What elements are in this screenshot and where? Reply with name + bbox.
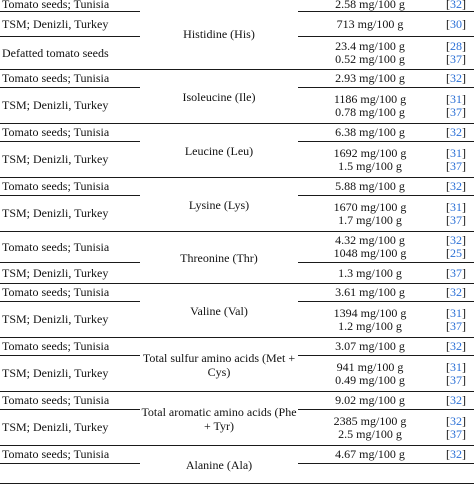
reference-line: [32] — [446, 0, 474, 11]
source-cell: Tomato seeds; Tunisia — [0, 0, 140, 12]
reference-cell — [442, 142, 474, 178]
value-cell — [298, 124, 442, 142]
reference-line: [37] — [446, 318, 466, 333]
value-cell — [298, 392, 442, 410]
value-line: 2385 mg/100 g — [333, 413, 407, 428]
value-cell — [298, 263, 442, 284]
reference-link[interactable]: 32 — [450, 393, 462, 407]
reference-link[interactable]: 32 — [450, 285, 462, 299]
reference-link[interactable]: 32 — [450, 0, 462, 11]
value-line: 1394 mg/100 g — [333, 305, 407, 320]
reference-link[interactable]: 37 — [450, 372, 462, 387]
reference-line: [32] — [446, 413, 466, 428]
value-line: 713 mg/100 g — [336, 16, 404, 31]
reference-link[interactable]: 31 — [450, 359, 462, 374]
table-row — [0, 178, 474, 196]
value-line: 1670 mg/100 g — [333, 199, 407, 214]
value-cell — [298, 356, 442, 392]
table-row — [0, 392, 474, 410]
table-row — [0, 0, 474, 12]
reference-link[interactable]: 31 — [450, 199, 462, 214]
source-cell: Tomato seeds; Tunisia — [0, 392, 140, 410]
value-line: 1186 mg/100 g — [333, 91, 407, 106]
value-line: 3.61 mg/100 g — [335, 285, 405, 299]
reference-line: [31] — [446, 199, 466, 214]
source-cell: TSM; Denizli, Turkey — [0, 410, 140, 446]
value-line: 1.7 mg/100 g — [338, 212, 402, 227]
reference-line: [37] — [446, 104, 466, 119]
value-line: 0.49 mg/100 g — [335, 372, 405, 387]
reference-line: [32] — [446, 125, 466, 139]
source-cell: TSM; Denizli, Turkey — [0, 88, 140, 124]
reference-link[interactable]: 32 — [450, 125, 462, 139]
reference-line: [32] — [446, 285, 466, 299]
reference-link[interactable]: 37 — [450, 265, 462, 280]
reference-line: [30] — [446, 16, 466, 31]
amino-acid-cell: Alanine (Ala) — [140, 446, 298, 484]
value-line: 2.5 mg/100 g — [338, 426, 402, 441]
source-cell: TSM; Denizli, Turkey — [0, 142, 140, 178]
reference-cell — [442, 284, 474, 302]
amino-acid-cell: Lysine (Lys) — [140, 178, 298, 232]
reference-line: [31] — [446, 145, 466, 160]
source-cell: TSM; Denizli, Turkey — [0, 302, 140, 338]
value-line: 941 mg/100 g — [336, 359, 404, 374]
reference-line: [37] — [446, 426, 466, 441]
reference-cell — [442, 178, 474, 196]
reference-cell — [442, 338, 474, 356]
value-cell — [298, 37, 442, 70]
value-line: 2.93 mg/100 g — [335, 71, 405, 85]
reference-line: [32] — [446, 71, 466, 85]
value-cell — [298, 284, 442, 302]
reference-link[interactable]: 31 — [450, 305, 462, 320]
amino-acid-cell: Leucine (Leu) — [140, 124, 298, 178]
reference-link[interactable]: 32 — [450, 179, 462, 193]
reference-link[interactable]: 31 — [450, 91, 462, 106]
value-cell — [298, 12, 442, 37]
value-cell — [298, 338, 442, 356]
reference-line: [31] — [446, 91, 466, 106]
reference-line: [37] — [446, 372, 466, 387]
reference-link[interactable]: 32 — [450, 413, 462, 428]
reference-line: [31] — [446, 305, 466, 320]
source-cell: Tomato seeds; Tunisia — [0, 178, 140, 196]
reference-cell — [442, 302, 474, 338]
reference-line: [32] — [446, 339, 466, 353]
value-cell — [298, 142, 442, 178]
value-line: 1.2 mg/100 g — [338, 318, 402, 333]
reference-line: [37] — [446, 265, 466, 280]
amino-acid-cell: Isoleucine (Ile) — [140, 70, 298, 124]
reference-line: [32] — [446, 393, 466, 407]
value-cell — [298, 70, 442, 88]
reference-line: [31] — [446, 359, 466, 374]
reference-link[interactable]: 32 — [450, 233, 462, 247]
amino-acid-cell: Total aromatic amino acids (Phe + Tyr) — [140, 392, 298, 446]
reference-cell — [442, 12, 474, 37]
source-cell: Tomato seeds; Tunisia — [0, 232, 140, 263]
reference-link[interactable]: 25 — [450, 246, 462, 260]
value-cell — [298, 0, 442, 12]
reference-link[interactable]: 31 — [450, 145, 462, 160]
value-line: 1048 mg/100 g — [333, 246, 407, 260]
reference-cell — [442, 232, 474, 263]
reference-cell — [442, 263, 474, 284]
value-cell — [298, 88, 442, 124]
table-row — [0, 124, 474, 142]
source-cell: TSM; Denizli, Turkey — [0, 12, 140, 37]
value-line: 4.32 mg/100 g — [335, 233, 405, 247]
reference-line: [25] — [446, 246, 466, 260]
reference-cell — [442, 37, 474, 70]
source-cell: TSM; Denizli, Turkey — [0, 356, 140, 392]
reference-cell — [442, 0, 474, 12]
reference-link[interactable]: 37 — [450, 426, 462, 441]
value-line: 0.78 mg/100 g — [335, 104, 405, 119]
reference-line: [37] — [446, 52, 466, 66]
value-cell — [298, 232, 442, 263]
reference-link[interactable]: 28 — [450, 39, 462, 53]
amino-acid-cell: Histidine (His) — [140, 0, 298, 70]
value-line: 6.38 mg/100 g — [335, 125, 405, 139]
reference-link[interactable]: 32 — [450, 71, 462, 85]
value-cell — [298, 302, 442, 338]
reference-link[interactable]: 37 — [450, 104, 462, 119]
reference-cell — [442, 88, 474, 124]
source-cell: TSM; Denizli, Turkey — [0, 263, 140, 284]
value-line: 0.52 mg/100 g — [335, 52, 405, 66]
value-line: 23.4 mg/100 g — [335, 39, 405, 53]
value-line: 2.58 mg/100 g — [335, 0, 405, 11]
reference-cell — [442, 124, 474, 142]
value-line: 3.07 mg/100 g — [335, 339, 405, 353]
value-line: 1692 mg/100 g — [333, 145, 407, 160]
value-cell — [298, 196, 442, 232]
reference-link[interactable]: 37 — [450, 318, 462, 333]
amino-acid-cell: Total sulfur amino acids (Met + Cys) — [140, 338, 298, 392]
reference-cell — [442, 356, 474, 392]
source-cell: Tomato seeds; Tunisia — [0, 446, 140, 464]
reference-cell — [442, 70, 474, 88]
value-line: 5.88 mg/100 g — [335, 179, 405, 193]
reference-link[interactable]: 37 — [450, 52, 462, 66]
value-line: 4.67 mg/100 g — [335, 447, 405, 461]
reference-link[interactable]: 37 — [450, 158, 462, 173]
reference-cell — [442, 410, 474, 446]
source-cell: Tomato seeds; Tunisia — [0, 70, 140, 88]
reference-line: [37] — [446, 212, 466, 227]
reference-line: [28] — [446, 39, 466, 53]
value-cell — [298, 178, 442, 196]
source-cell: Tomato seeds; Tunisia — [0, 284, 140, 302]
reference-link[interactable]: 30 — [450, 16, 462, 31]
source-cell: Tomato seeds; Tunisia — [0, 124, 140, 142]
table-row — [0, 70, 474, 88]
source-cell: Tomato seeds; Tunisia — [0, 338, 140, 356]
value-line: 1.3 mg/100 g — [338, 265, 402, 280]
reference-link[interactable]: 32 — [450, 447, 462, 461]
reference-line: [37] — [446, 158, 466, 173]
table-row — [0, 232, 474, 263]
table-row — [0, 338, 474, 356]
reference-line: [32] — [446, 447, 466, 461]
source-cell: TSM; Denizli, Turkey — [0, 196, 140, 232]
table-row — [0, 284, 474, 302]
amino-acid-cell: Valine (Val) — [140, 284, 298, 338]
value-cell — [298, 410, 442, 446]
reference-link[interactable]: 32 — [450, 339, 462, 353]
reference-cell — [442, 446, 474, 464]
value-line: 1.5 mg/100 g — [338, 158, 402, 173]
table-row — [0, 446, 474, 464]
amino-acid-cell: Threonine (Thr) — [140, 232, 298, 284]
reference-cell — [442, 392, 474, 410]
reference-line: [32] — [446, 233, 466, 247]
source-cell: Defatted tomato seeds — [0, 37, 140, 70]
value-cell — [298, 446, 442, 464]
reference-cell — [442, 196, 474, 232]
value-line: 9.02 mg/100 g — [335, 393, 405, 407]
reference-link[interactable]: 37 — [450, 212, 462, 227]
reference-line: [32] — [446, 179, 466, 193]
